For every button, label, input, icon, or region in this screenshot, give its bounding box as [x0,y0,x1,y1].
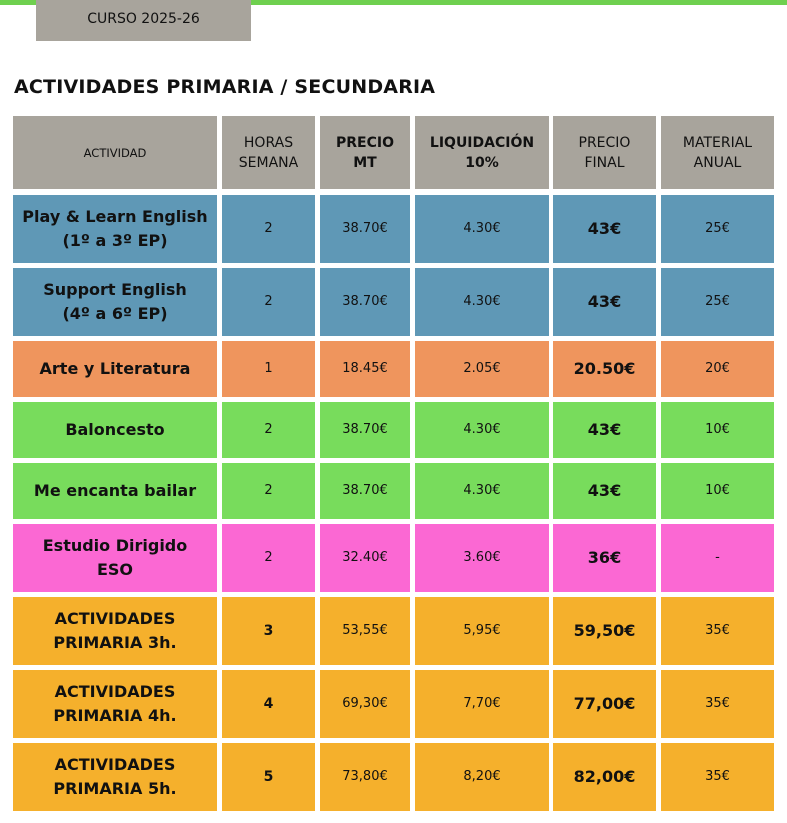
cell-value: 2.05€ [463,361,501,376]
cell-value: 43€ [587,420,622,439]
row-cell-price-final [553,597,656,665]
row-cell-material [661,597,774,665]
cell-value: 20€ [705,361,730,376]
cell-value: 10€ [705,422,730,437]
cell-value: 2 [264,550,273,565]
row-cell-price-mt [320,195,410,263]
row-cell-liquidation [415,670,549,738]
row-cell-material [661,524,774,592]
cell-value: 38.70€ [342,294,388,309]
cell-value: 32.40€ [342,550,388,565]
row-cell-price-final [553,743,656,811]
header-text [683,133,752,173]
row-cell-liquidation [415,341,549,397]
cell-value: 18.45€ [342,361,388,376]
row-cell-activity [13,268,217,336]
row-cell-price-final [553,195,656,263]
cell-value: 77,00€ [573,694,636,713]
cell-value: 35€ [705,769,730,784]
header-text [239,133,298,173]
row-cell-activity [13,743,217,811]
cell-value: 25€ [705,221,730,236]
row-cell-liquidation [415,524,549,592]
row-cell-activity [13,195,217,263]
cell-value: - [715,550,720,565]
header-text [579,133,631,173]
cell-value: 38.70€ [342,483,388,498]
activity-name [53,753,176,801]
row-cell-hours [222,743,315,811]
cell-value: 2 [264,422,273,437]
row-cell-price-mt [320,597,410,665]
cell-value: 36€ [587,548,622,567]
row-cell-material [661,670,774,738]
row-cell-price-mt [320,743,410,811]
header-activity [13,116,217,189]
row-cell-price-final [553,268,656,336]
row-cell-material [661,743,774,811]
activity-name [65,418,164,442]
row-cell-activity [13,670,217,738]
activity-name-line: (4º a 6º EP) [62,304,168,323]
row-cell-activity [13,463,217,519]
cell-value: 20.50€ [573,359,636,378]
header-material [661,116,774,189]
row-cell-material [661,195,774,263]
cell-value: 25€ [705,294,730,309]
cell-value: 10€ [705,483,730,498]
header-line: FINAL [584,154,625,171]
cell-value: 2 [264,483,273,498]
row-cell-price-mt [320,402,410,458]
header-line: HORAS [243,134,294,151]
header-line: LIQUIDACIÓN [429,134,535,151]
row-cell-activity [13,402,217,458]
row-cell-material [661,341,774,397]
row-cell-liquidation [415,597,549,665]
section-title: ACTIVIDADES PRIMARIA / SECUNDARIA [14,76,436,98]
row-cell-liquidation [415,268,549,336]
header-price-final [553,116,656,189]
header-line: 10% [465,154,499,171]
row-cell-activity [13,341,217,397]
row-cell-activity [13,597,217,665]
row-cell-material [661,402,774,458]
header-text [84,143,147,163]
activity-name-line: Support English [43,280,187,299]
activity-name [53,607,176,655]
row-cell-liquidation [415,463,549,519]
header-text [430,133,534,173]
activity-name-line: Baloncesto [65,420,165,439]
row-cell-hours [222,402,315,458]
row-cell-hours [222,597,315,665]
row-cell-price-mt [320,524,410,592]
cell-value: 4.30€ [463,221,501,236]
activity-name-line: ESO [96,560,134,579]
cell-value: 38.70€ [342,422,388,437]
cell-value: 5,95€ [463,623,501,638]
cell-value: 35€ [705,696,730,711]
cell-value: 59,50€ [573,621,636,640]
cell-value: 8,20€ [463,769,501,784]
header-line: ANUAL [693,154,742,171]
row-cell-price-final [553,524,656,592]
activity-name [43,278,187,326]
row-cell-price-final [553,341,656,397]
activity-name-line: Arte y Literatura [39,359,191,378]
cell-value: 3 [263,623,274,639]
activity-name [34,479,196,503]
row-cell-price-mt [320,341,410,397]
cell-value: 35€ [705,623,730,638]
activity-name [53,680,176,728]
activity-name-line: Estudio Dirigido [42,536,188,555]
cell-value: 82,00€ [573,767,636,786]
header-line: PRECIO [336,134,394,151]
header-line: SEMANA [238,154,299,171]
course-tag [36,0,251,41]
activity-name [22,205,207,253]
cell-value: 4.30€ [463,483,501,498]
row-cell-price-final [553,463,656,519]
header-hours [222,116,315,189]
activity-name-line: PRIMARIA 5h. [53,779,177,798]
cell-value: 43€ [587,292,622,311]
header-price-mt [320,116,410,189]
row-cell-hours [222,195,315,263]
row-cell-hours [222,341,315,397]
header-line: MT [353,154,377,171]
cell-value: 5 [263,769,274,785]
row-cell-price-final [553,402,656,458]
cell-value: 73,80€ [342,769,388,784]
row-cell-price-mt [320,670,410,738]
cell-value: 4.30€ [463,294,501,309]
row-cell-liquidation [415,743,549,811]
row-cell-liquidation [415,402,549,458]
cell-value: 1 [264,361,273,376]
row-cell-hours [222,268,315,336]
cell-value: 3.60€ [463,550,501,565]
course-label: CURSO 2025-26 [87,10,200,27]
cell-value: 7,70€ [463,696,501,711]
activity-name-line: ACTIVIDADES [54,682,176,701]
row-cell-price-final [553,670,656,738]
activity-name-line: Play & Learn English [22,207,208,226]
activity-name [40,357,191,381]
row-cell-price-mt [320,268,410,336]
cell-value: 43€ [587,219,622,238]
row-cell-material [661,268,774,336]
row-cell-material [661,463,774,519]
row-cell-price-mt [320,463,410,519]
header-line: ACTIVIDAD [83,145,147,160]
cell-value: 43€ [587,481,622,500]
cell-value: 2 [264,221,273,236]
activity-name-line: (1º a 3º EP) [62,231,168,250]
row-cell-activity [13,524,217,592]
row-cell-hours [222,463,315,519]
row-cell-liquidation [415,195,549,263]
cell-value: 38.70€ [342,221,388,236]
cell-value: 4 [263,696,274,712]
row-cell-hours [222,524,315,592]
cell-value: 69,30€ [342,696,388,711]
activity-name-line: ACTIVIDADES [54,755,176,774]
cell-value: 2 [264,294,273,309]
cell-value: 53,55€ [342,623,388,638]
activity-name-line: PRIMARIA 4h. [53,706,177,725]
activity-name-line: ACTIVIDADES [54,609,176,628]
cell-value: 4.30€ [463,422,501,437]
activity-name-line: Me encanta bailar [33,481,197,500]
activity-name-line: PRIMARIA 3h. [53,633,177,652]
row-cell-hours [222,670,315,738]
header-line: MATERIAL [682,134,753,151]
header-line: PRECIO [578,134,631,151]
header-text [336,133,394,173]
activity-name [43,534,188,582]
header-liquidation [415,116,549,189]
